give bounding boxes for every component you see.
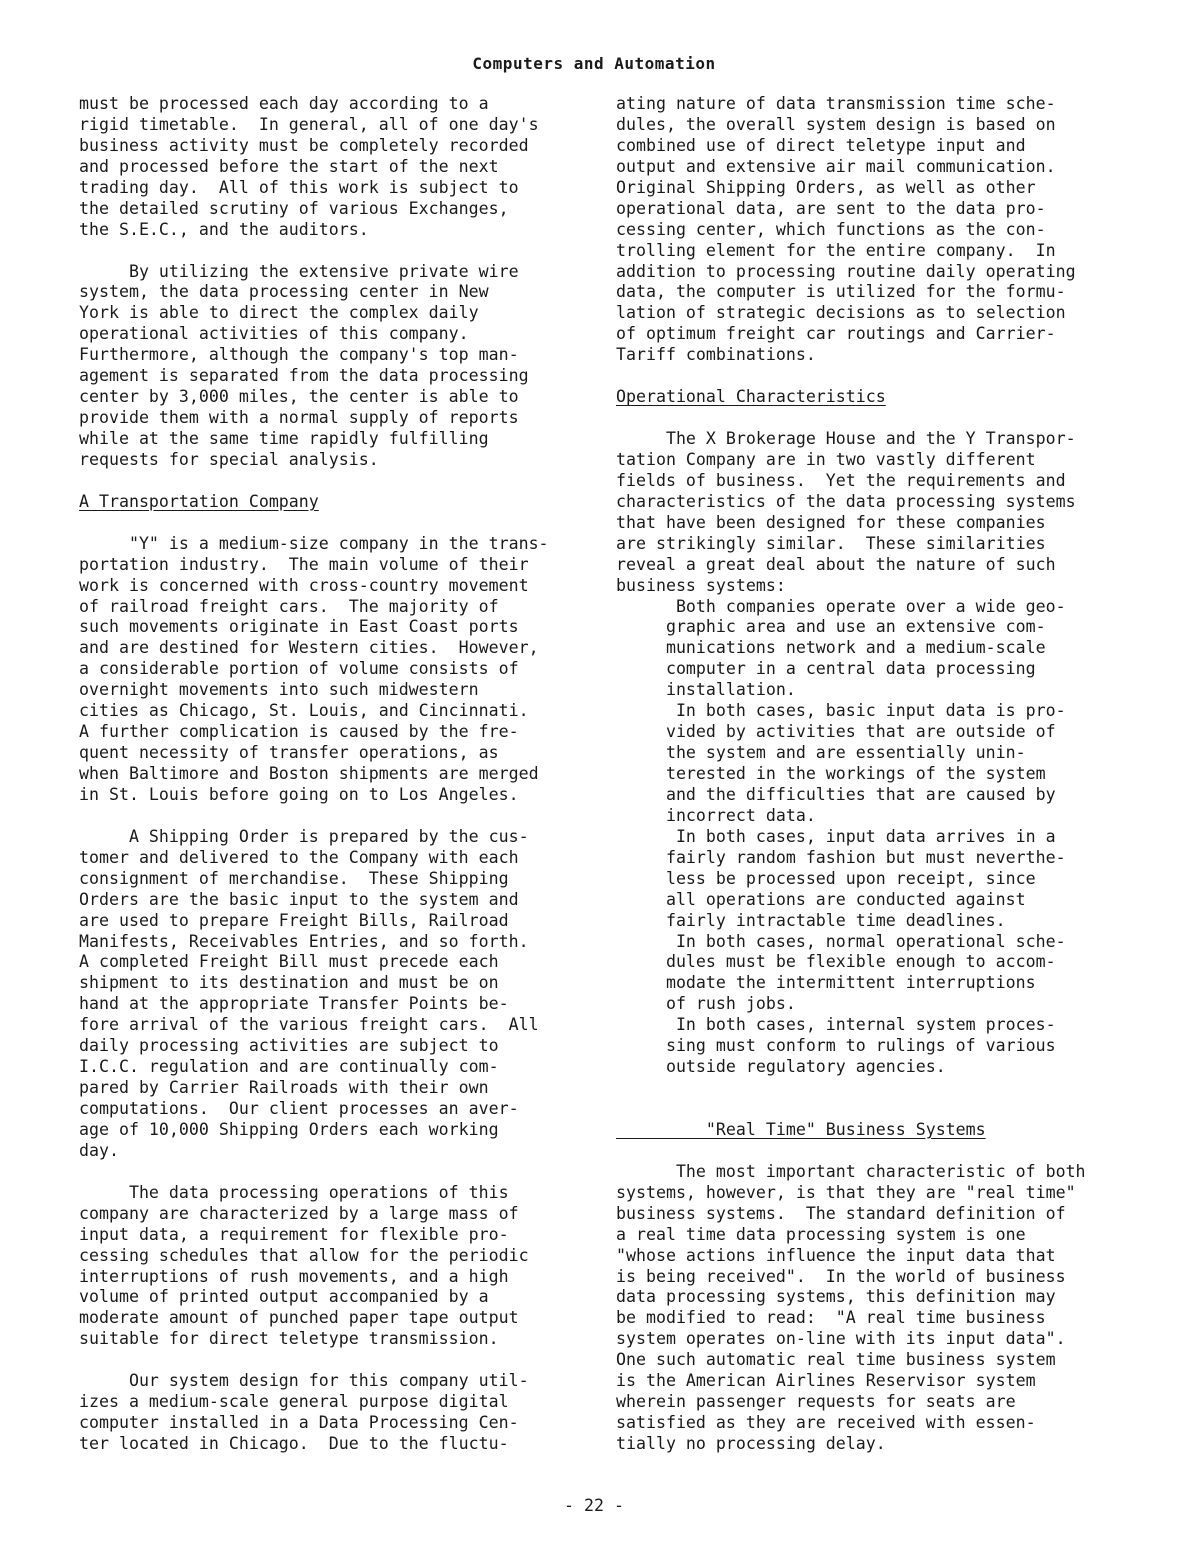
text-line: and are destined for Western cities. However, <box>79 638 539 658</box>
text-line: in St. Louis before going on to Los Angeles. <box>79 784 519 804</box>
text-line: modate the intermittent interruptions <box>616 973 1036 993</box>
text-line: such movements originate in East Coast ports <box>79 617 519 637</box>
text-line: Original Shipping Orders, as well as other <box>616 177 1036 197</box>
text-line: operational data, are sent to the data pro- <box>616 198 1046 218</box>
text-line: of railroad freight cars. The majority of <box>79 596 499 616</box>
text-line: the S.E.C., and the auditors. <box>79 219 369 239</box>
text-line: fairly intractable time deadlines. <box>616 910 1006 930</box>
text-line: "whose actions influence the input data that <box>616 1245 1056 1265</box>
text-line: fields of business. Yet the requirements and <box>616 470 1066 490</box>
section-heading: "Real Time" Business Systems <box>616 1119 986 1139</box>
text-line: volume of printed output accompanied by a <box>79 1287 489 1307</box>
blank-line <box>616 1141 1116 1162</box>
text-line: The most important characteristic of both <box>616 1161 1086 1181</box>
text-line: provide them with a normal supply of reports <box>79 408 519 428</box>
text-line: interruptions of rush movements, and a high <box>79 1266 509 1286</box>
left-column <box>79 94 579 1455</box>
text-line: In both cases, normal operational sche- <box>616 931 1066 951</box>
text-line: business systems: <box>616 575 786 595</box>
text-line: day. <box>79 1140 119 1160</box>
text-line: Manifests, Receivables Entries, and so forth. <box>79 931 529 951</box>
page-number: - 22 - <box>564 1496 624 1515</box>
text-line: cessing schedules that allow for the periodic <box>79 1245 529 1265</box>
text-line: hand at the appropriate Transfer Points be- <box>79 994 509 1014</box>
text-line: In both cases, internal system proces- <box>616 1015 1056 1035</box>
text-line: be modified to read: "A real time business <box>616 1308 1046 1328</box>
section-heading: Operational Characteristics <box>616 387 886 407</box>
text-line: daily processing activities are subject to <box>79 1036 499 1056</box>
text-line: tation Company are in two vastly different <box>616 449 1036 469</box>
text-line: trading day. All of this work is subject to <box>79 177 519 197</box>
text-line: I.C.C. regulation and are continually com- <box>79 1057 499 1077</box>
text-line: of rush jobs. <box>616 994 796 1014</box>
text-line: the detailed scrutiny of various Exchanges, <box>79 198 509 218</box>
text-line: the system and are essentially unin- <box>616 743 1026 763</box>
text-line: rigid timetable. In general, all of one day's <box>79 114 539 134</box>
text-line: a real time data processing system is one <box>616 1224 1026 1244</box>
text-line: computations. Our client processes an aver- <box>79 1099 519 1118</box>
blank-line <box>616 1078 1116 1099</box>
blank-line <box>616 408 1116 429</box>
text-line: tomer and delivered to the Company with each <box>79 847 519 867</box>
text-line: terested in the workings of the system <box>616 764 1046 783</box>
text-line: systems, however, is that they are "real time" <box>616 1182 1076 1202</box>
text-line: operational activities of this company. <box>79 324 469 344</box>
text-line: Both companies operate over a wide geo- <box>616 596 1066 616</box>
text-line: In both cases, input data arrives in a <box>616 826 1056 846</box>
text-line: agement is separated from the data processing <box>79 366 529 386</box>
blank-line <box>79 241 579 262</box>
text-line: The X Brokerage House and the Y Transpor- <box>616 429 1076 448</box>
text-line: when Baltimore and Boston shipments are merged <box>79 764 539 783</box>
text-line: overnight movements into such midwestern <box>79 680 479 700</box>
text-line: age of 10,000 Shipping Orders each working <box>79 1119 499 1139</box>
running-header: Computers and Automation <box>472 54 716 73</box>
text-line: computer in a central data processing <box>616 659 1036 679</box>
text-line: system, the data processing center in New <box>79 282 489 302</box>
text-line: dules must be flexible enough to accom- <box>616 952 1056 972</box>
text-line: fore arrival of the various freight cars. All <box>79 1015 539 1035</box>
text-line: A further complication is caused by the fre- <box>79 722 519 742</box>
text-line: suitable for direct teletype transmission. <box>79 1329 499 1349</box>
section-heading: A Transportation Company <box>79 491 319 511</box>
text-line: moderate amount of punched paper tape output <box>79 1308 519 1328</box>
text-line: combined use of direct teletype input and <box>616 135 1026 155</box>
text-line: sing must conform to rulings of various <box>616 1036 1056 1056</box>
text-line: trolling element for the entire company. In <box>616 240 1056 260</box>
text-line: The data processing operations of this <box>79 1182 509 1202</box>
text-line: consignment of merchandise. These Shipping <box>79 868 509 888</box>
text-line: output and extensive air mail communication. <box>616 156 1056 176</box>
text-line: York is able to direct the complex daily <box>79 303 479 323</box>
blank-line <box>616 1099 1116 1120</box>
text-line: data, the computer is utilized for the formu- <box>616 282 1066 302</box>
text-line: less be processed upon receipt, since <box>616 868 1036 888</box>
text-line: vided by activities that are outside of <box>616 722 1056 742</box>
blank-line <box>79 513 579 534</box>
blank-line <box>79 471 579 492</box>
text-line: wherein passenger requests for seats are <box>616 1392 1016 1412</box>
text-line: company are characterized by a large mass of <box>79 1203 519 1223</box>
text-line: "Y" is a medium-size company in the trans- <box>79 533 549 553</box>
text-line: incorrect data. <box>616 805 816 825</box>
text-line: cities as Chicago, St. Louis, and Cincinnati. <box>79 701 529 721</box>
text-line: pared by Carrier Railroads with their own <box>79 1078 489 1098</box>
text-line: are used to prepare Freight Bills, Railroad <box>79 910 509 930</box>
text-line: installation. <box>616 680 796 700</box>
text-line: and processed before the start of the next <box>79 156 499 176</box>
text-line: data processing systems, this definition may <box>616 1287 1056 1307</box>
text-line: business activity must be completely recorded <box>79 135 529 155</box>
text-line: In both cases, basic input data is pro- <box>616 701 1066 721</box>
text-line: addition to processing routine daily operating <box>616 261 1076 281</box>
text-line: is the American Airlines Reservisor system <box>616 1371 1036 1391</box>
text-line: cessing center, which functions as the con- <box>616 219 1046 239</box>
text-line: Tariff combinations. <box>616 345 816 365</box>
text-line: and the difficulties that are caused by <box>616 784 1056 804</box>
text-line: system operates on-line with its input data". <box>616 1329 1066 1349</box>
text-line: By utilizing the extensive private wire <box>79 261 519 281</box>
text-line: reveal a great deal about the nature of such <box>616 554 1056 574</box>
blank-line <box>616 366 1116 387</box>
text-line: must be processed each day according to a <box>79 94 489 113</box>
text-line: are strikingly similar. These similarities <box>616 533 1046 553</box>
text-line: work is concerned with cross-country movement <box>79 575 529 595</box>
text-line: One such automatic real time business system <box>616 1350 1056 1370</box>
text-line: munications network and a medium-scale <box>616 638 1046 658</box>
right-column <box>616 94 1116 1455</box>
text-line: A completed Freight Bill must precede each <box>79 952 499 972</box>
text-line: satisfied as they are received with essen- <box>616 1413 1036 1433</box>
text-line: center by 3,000 miles, the center is able to <box>79 387 519 407</box>
text-line: dules, the overall system design is based on <box>616 114 1056 134</box>
text-line: characteristics of the data processing systems <box>616 491 1076 511</box>
text-line: Orders are the basic input to the system and <box>79 889 519 909</box>
text-line: A Shipping Order is prepared by the cus- <box>79 826 529 846</box>
text-line: quent necessity of transfer operations, as <box>79 743 499 763</box>
text-line: portation industry. The main volume of their <box>79 554 529 574</box>
text-line: while at the same time rapidly fulfilling <box>79 429 489 448</box>
text-line: ter located in Chicago. Due to the fluctu- <box>79 1434 509 1453</box>
text-line: input data, a requirement for flexible pro- <box>79 1224 509 1244</box>
text-line: business systems. The standard definition of <box>616 1203 1066 1223</box>
text-line: ating nature of data transmission time sche- <box>616 94 1056 113</box>
text-line: shipment to its destination and must be on <box>79 973 499 993</box>
text-line: tially no processing delay. <box>616 1434 886 1453</box>
text-line: of optimum freight car routings and Carrier- <box>616 324 1056 344</box>
text-line: fairly random fashion but must neverthe- <box>616 847 1066 867</box>
blank-line <box>79 806 579 827</box>
text-line: all operations are conducted against <box>616 889 1026 909</box>
text-line: computer installed in a Data Processing Cen- <box>79 1413 519 1433</box>
text-line: lation of strategic decisions as to selection <box>616 303 1066 323</box>
blank-line <box>79 1350 579 1371</box>
text-line: is being received". In the world of business <box>616 1266 1066 1286</box>
text-line: that have been designed for these companies <box>616 512 1046 532</box>
blank-line <box>79 1162 579 1183</box>
text-line: Furthermore, although the company's top man- <box>79 345 519 365</box>
text-line: a considerable portion of volume consists of <box>79 659 519 679</box>
text-line: requests for special analysis. <box>79 449 379 469</box>
text-line: izes a medium-scale general purpose digital <box>79 1392 509 1412</box>
text-line: outside regulatory agencies. <box>616 1057 946 1077</box>
text-line: graphic area and use an extensive com- <box>616 617 1046 637</box>
text-line: Our system design for this company util- <box>79 1371 529 1391</box>
